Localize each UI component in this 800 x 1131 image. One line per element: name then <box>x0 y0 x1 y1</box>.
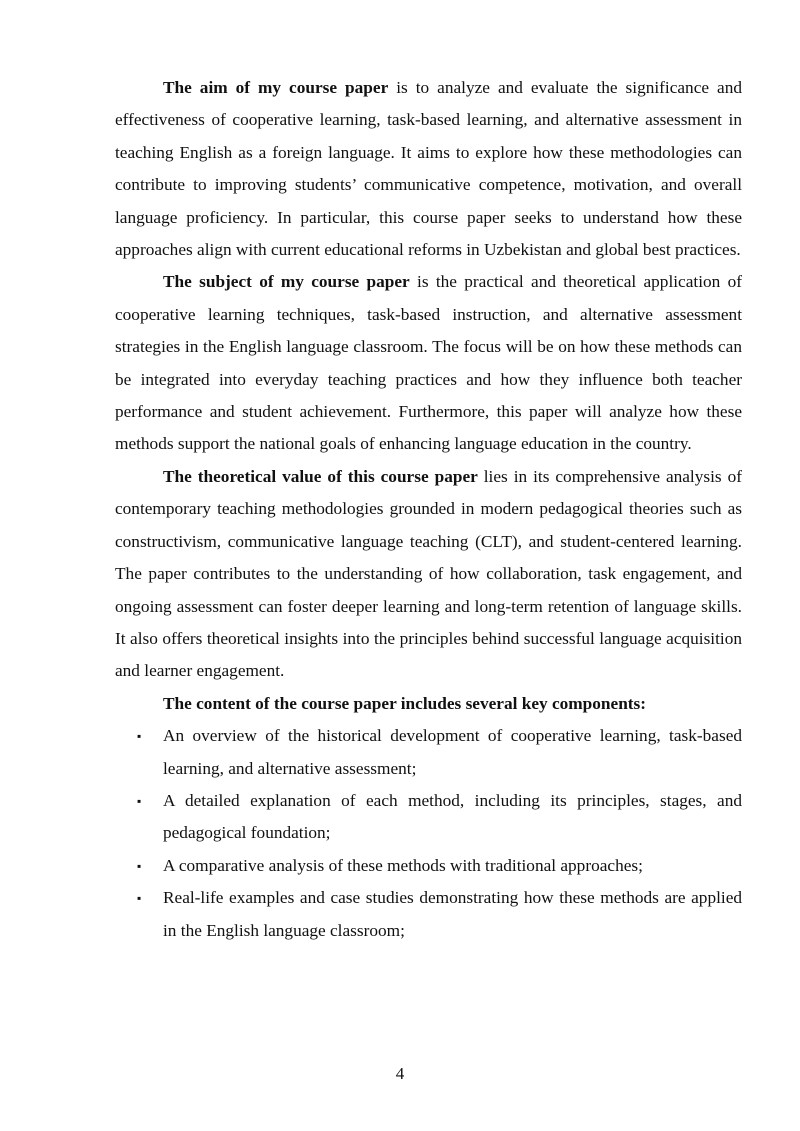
paragraph-text: is to analyze and evaluate the significance and effectiveness of cooperative learning, task-based learning, and alternative assessment in teaching English as a foreign language. It aims to explore how these methodologies can contribute to improving students’ communicative competence, motivation, and overall language proficiency. In particular, this course paper seeks to understand how these approaches align with current educational reforms in Uzbekistan and global best practices. <box>115 78 742 260</box>
list-item-text: A comparative analysis of these methods with traditional approaches; <box>163 855 643 875</box>
bullet-icon: ▪ <box>137 793 142 808</box>
paragraph-text: is the practical and theoretical application of cooperative learning techniques, task-based instruction, and alternative assessment strategies in the English language classroom. The focus will be on how these methods can be integrated into everyday teaching practices and how they influence both teacher performance and student achievement. Furthermore, this paper will analyze how these methods support the national goals of enhancing language education in the country. <box>115 272 742 454</box>
paragraph-subject <box>115 266 742 460</box>
paragraph-theoretical-value <box>115 461 742 688</box>
bullet-icon: ▪ <box>137 891 142 906</box>
paragraph-lead: The aim of my course paper <box>163 78 389 97</box>
bullet-icon: ▪ <box>137 858 142 873</box>
list-item <box>115 882 742 947</box>
bullet-icon: ▪ <box>137 729 142 744</box>
list-item-text: A detailed explanation of each method, including its principles, stages, and pedagogical foundation; <box>163 790 742 843</box>
list-item <box>115 850 742 882</box>
content-heading: The content of the course paper includes several key components: <box>163 693 647 713</box>
paragraph-aim <box>115 72 742 266</box>
paragraph-lead: The subject of my course paper <box>163 272 410 292</box>
document-page <box>115 72 742 947</box>
paragraph-lead: The theoretical value of this course paper <box>163 466 478 486</box>
page-number: 4 <box>395 1064 405 1083</box>
list-item-text: Real-life examples and case studies demonstrating how these methods are applied in the English language classroom; <box>163 888 742 940</box>
paragraph-text: lies in its comprehensive analysis of contemporary teaching methodologies grounded in modern pedagogical theories such as constructivism, communicative language teaching (CLT), and student-centered learning. The paper contributes to the understanding of how collaboration, task engagement, and ongoing assessment can foster deeper learning and long-term retention of language skills. It also offers theoretical insights into the principles behind successful language acquisition and learner engagement. <box>115 466 742 681</box>
list-item-text: An overview of the historical development of cooperative learning, task-based learning, and alternative assessment; <box>163 726 742 778</box>
list-item <box>115 720 742 785</box>
list-item <box>115 785 742 850</box>
content-bullet-list <box>115 720 742 947</box>
